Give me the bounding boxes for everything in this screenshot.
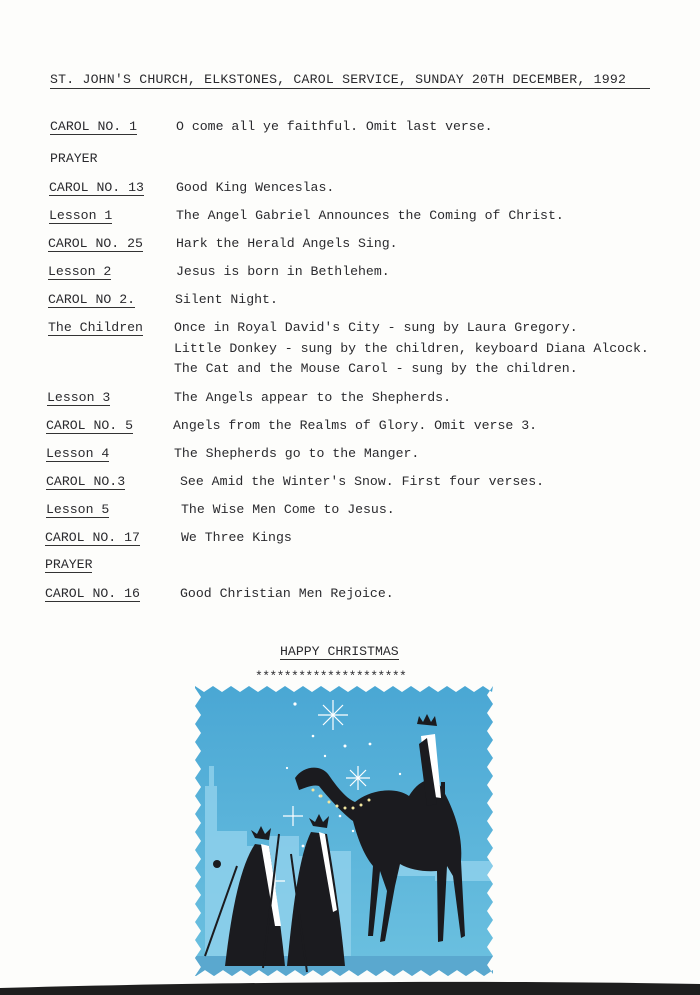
item-description: Jesus is born in Bethlehem. bbox=[176, 264, 390, 279]
item-description: We Three Kings bbox=[181, 530, 292, 545]
greeting-heading: HAPPY CHRISTMAS bbox=[280, 644, 399, 659]
item-description: Hark the Herald Angels Sing. bbox=[176, 236, 398, 251]
item-label: Lesson 4 bbox=[46, 446, 110, 461]
item-line: Once in Royal David's City - sung by Laura Gregory. bbox=[174, 320, 578, 335]
item-description: O come all ye faithful. Omit last verse. bbox=[176, 119, 493, 134]
item-label: Lesson 5 bbox=[46, 502, 110, 517]
item-label: PRAYER bbox=[50, 151, 98, 166]
item-description: Good King Wenceslas. bbox=[176, 180, 335, 195]
wise-men-card-illustration bbox=[195, 686, 493, 976]
item-description: Good Christian Men Rejoice. bbox=[180, 586, 394, 601]
item-label: CAROL NO 2. bbox=[48, 292, 136, 307]
item-description: Silent Night. bbox=[175, 292, 278, 307]
item-line: Little Donkey - sung by the children, keyboard Diana Alcock. bbox=[174, 340, 649, 356]
item-label: CAROL NO. 16 bbox=[45, 586, 140, 601]
page-bottom-shadow bbox=[0, 978, 700, 995]
item-description: Angels from the Realms of Glory. Omit verse 3. bbox=[173, 418, 538, 433]
item-description: The Angels appear to the Shepherds. bbox=[174, 390, 451, 405]
item-line: The Cat and the Mouse Carol - sung by the children. bbox=[174, 361, 578, 376]
item-label: PRAYER bbox=[45, 557, 93, 572]
star-divider: ********************* bbox=[255, 669, 407, 684]
item-description: The Shepherds go to the Manger. bbox=[174, 446, 420, 461]
item-label: Lesson 3 bbox=[47, 390, 111, 405]
item-label: Lesson 2 bbox=[48, 264, 112, 279]
item-description: See Amid the Winter's Snow. First four verses. bbox=[180, 474, 545, 489]
item-label: CAROL NO. 5 bbox=[46, 418, 134, 433]
service-title: ST. JOHN'S CHURCH, ELKSTONES, CAROL SERVICE, SUNDAY 20TH DECEMBER, 1992 bbox=[50, 72, 650, 89]
item-label: CAROL NO.3 bbox=[46, 474, 126, 489]
item-label: CAROL NO. 13 bbox=[49, 180, 144, 195]
item-label: CAROL NO. 1 bbox=[50, 119, 138, 134]
item-description bbox=[174, 318, 649, 380]
item-label: Lesson 1 bbox=[49, 208, 113, 223]
item-description: The Wise Men Come to Jesus. bbox=[181, 502, 395, 517]
item-label: CAROL NO. 17 bbox=[45, 530, 140, 545]
item-label: The Children bbox=[48, 320, 143, 335]
item-description: The Angel Gabriel Announces the Coming of Christ. bbox=[176, 208, 564, 223]
item-label: CAROL NO. 25 bbox=[48, 236, 143, 251]
